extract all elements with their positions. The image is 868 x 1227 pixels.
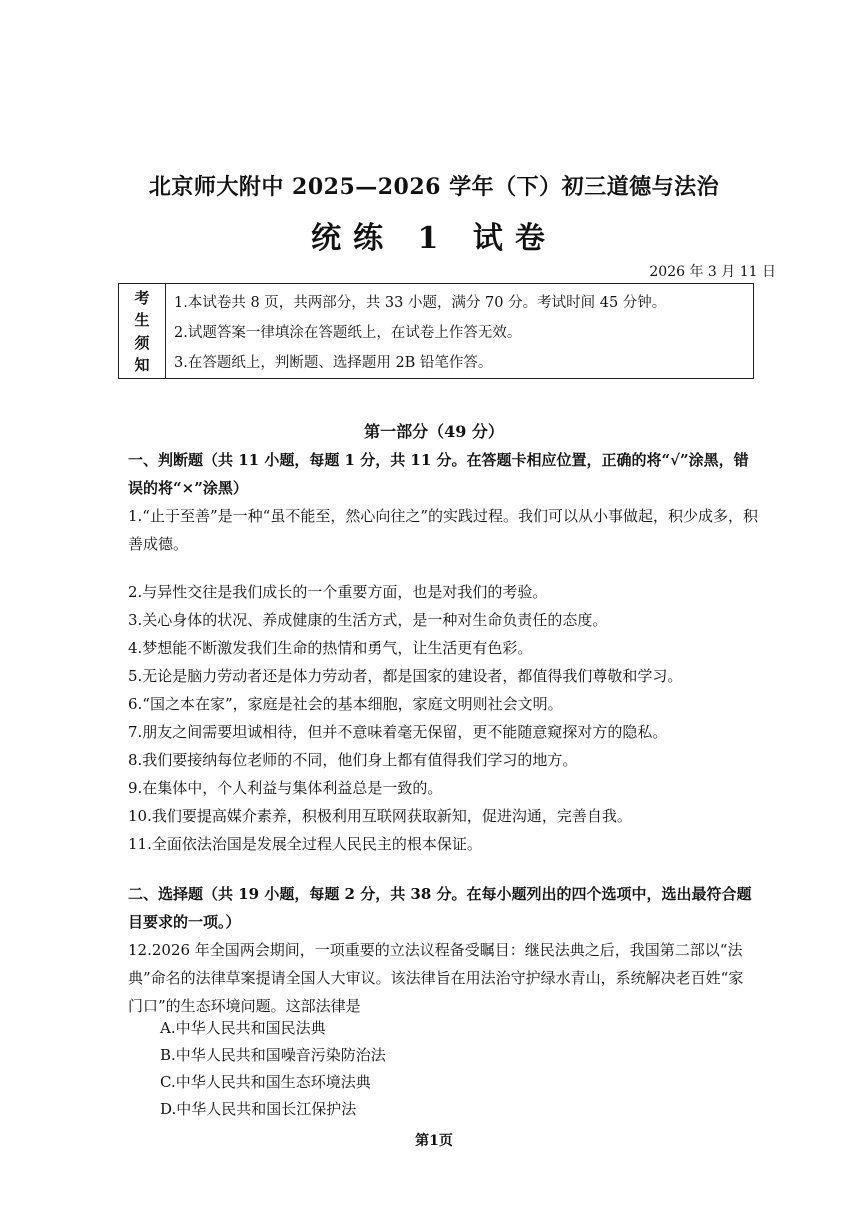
multiple-choice-section-heading: 二、选择题（共 19 小题，每题 2 分，共 38 分。在每小题列出的四个选项中，选出最符合题目要求的一项。） <box>128 885 752 931</box>
question-item: 4.梦想能不断激发我们生命的热情和勇气，让生活更有色彩。 <box>128 639 533 657</box>
notice-item: 1.本试卷共 8 页，共两部分，共 33 小题，满分 70 分。考试时间 45 分钟。 <box>174 294 667 311</box>
question-item: 2.与异性交往是我们成长的一个重要方面，也是对我们的考验。 <box>128 583 548 601</box>
question-item: 10.我们要提高媒介素养，积极利用互联网获取新知，促进沟通，完善自我。 <box>128 807 632 825</box>
notice-heading-char: 知 <box>134 356 150 375</box>
notice-heading-char: 生 <box>134 311 150 330</box>
question-item: 8.我们要接纳每位老师的不同，他们身上都有值得我们学习的地方。 <box>128 751 578 769</box>
notice-item: 2.试题答案一律填涂在答题纸上，在试卷上作答无效。 <box>174 324 522 341</box>
question-item: 6.“国之本在家”，家庭是社会的基本细胞，家庭文明则社会文明。 <box>128 695 563 713</box>
option-d: D.中华人民共和国长江保护法 <box>160 1100 357 1118</box>
option-a: A.中华人民共和国民法典 <box>160 1019 326 1037</box>
notice-heading <box>119 284 166 378</box>
exam-date: 2026 年 3 月 11 日 <box>649 264 776 280</box>
candidate-notice-box <box>118 283 754 379</box>
option-c: C.中华人民共和国生态环境法典 <box>160 1073 371 1091</box>
question-item: 7.朋友之间需要坦诚相待，但并不意味着毫无保留，更不能随意窥探对方的隐私。 <box>128 723 668 741</box>
question-item: 9.在集体中，个人利益与集体利益总是一致的。 <box>128 779 443 797</box>
question-item: 3.关心身体的状况、养成健康的生活方式，是一种对生命负责任的态度。 <box>128 611 608 629</box>
option-b: B.中华人民共和国噪音污染防治法 <box>160 1046 386 1064</box>
notice-heading-char: 须 <box>134 333 150 352</box>
question-item: 11.全面依法治国是发展全过程人民民主的根本保证。 <box>128 835 482 853</box>
true-false-section-heading: 一、判断题（共 11 小题，每题 1 分，共 11 分。在答题卡相应位置，正确的将“√”涂黑，错误的将“×”涂黑） <box>128 451 749 497</box>
question-12-stem: 12.2026 年全国两会期间，一项重要的立法议程备受瞩目：继民法典之后，我国第二部以“法典”命名的法律草案提请全国人大审议。该法律旨在用法治守护绿水青山，系统解决老百姓“家门口”的生态环境问题。这部法律是 <box>128 941 744 1015</box>
part-one-title: 第一部分（49 分） <box>364 422 504 441</box>
exam-subtitle: 统练 1 试卷 <box>311 221 557 256</box>
notice-heading-char: 考 <box>134 288 150 307</box>
question-item: 5.无论是脑力劳动者还是体力劳动者，都是国家的建设者，都值得我们尊敬和学习。 <box>128 667 683 685</box>
exam-title: 北京师大附中 2025—2026 学年（下）初三道德与法治 <box>148 174 720 200</box>
question-item: 1.“止于至善”是一种“虽不能至，然心向往之”的实践过程。我们可以从小事做起，积少成多，积善成德。 <box>128 507 758 553</box>
page-number: 第1页 <box>415 1133 453 1149</box>
notice-item: 3.在答题纸上，判断题、选择题用 2B 铅笔作答。 <box>174 354 493 371</box>
notice-items <box>166 284 753 378</box>
